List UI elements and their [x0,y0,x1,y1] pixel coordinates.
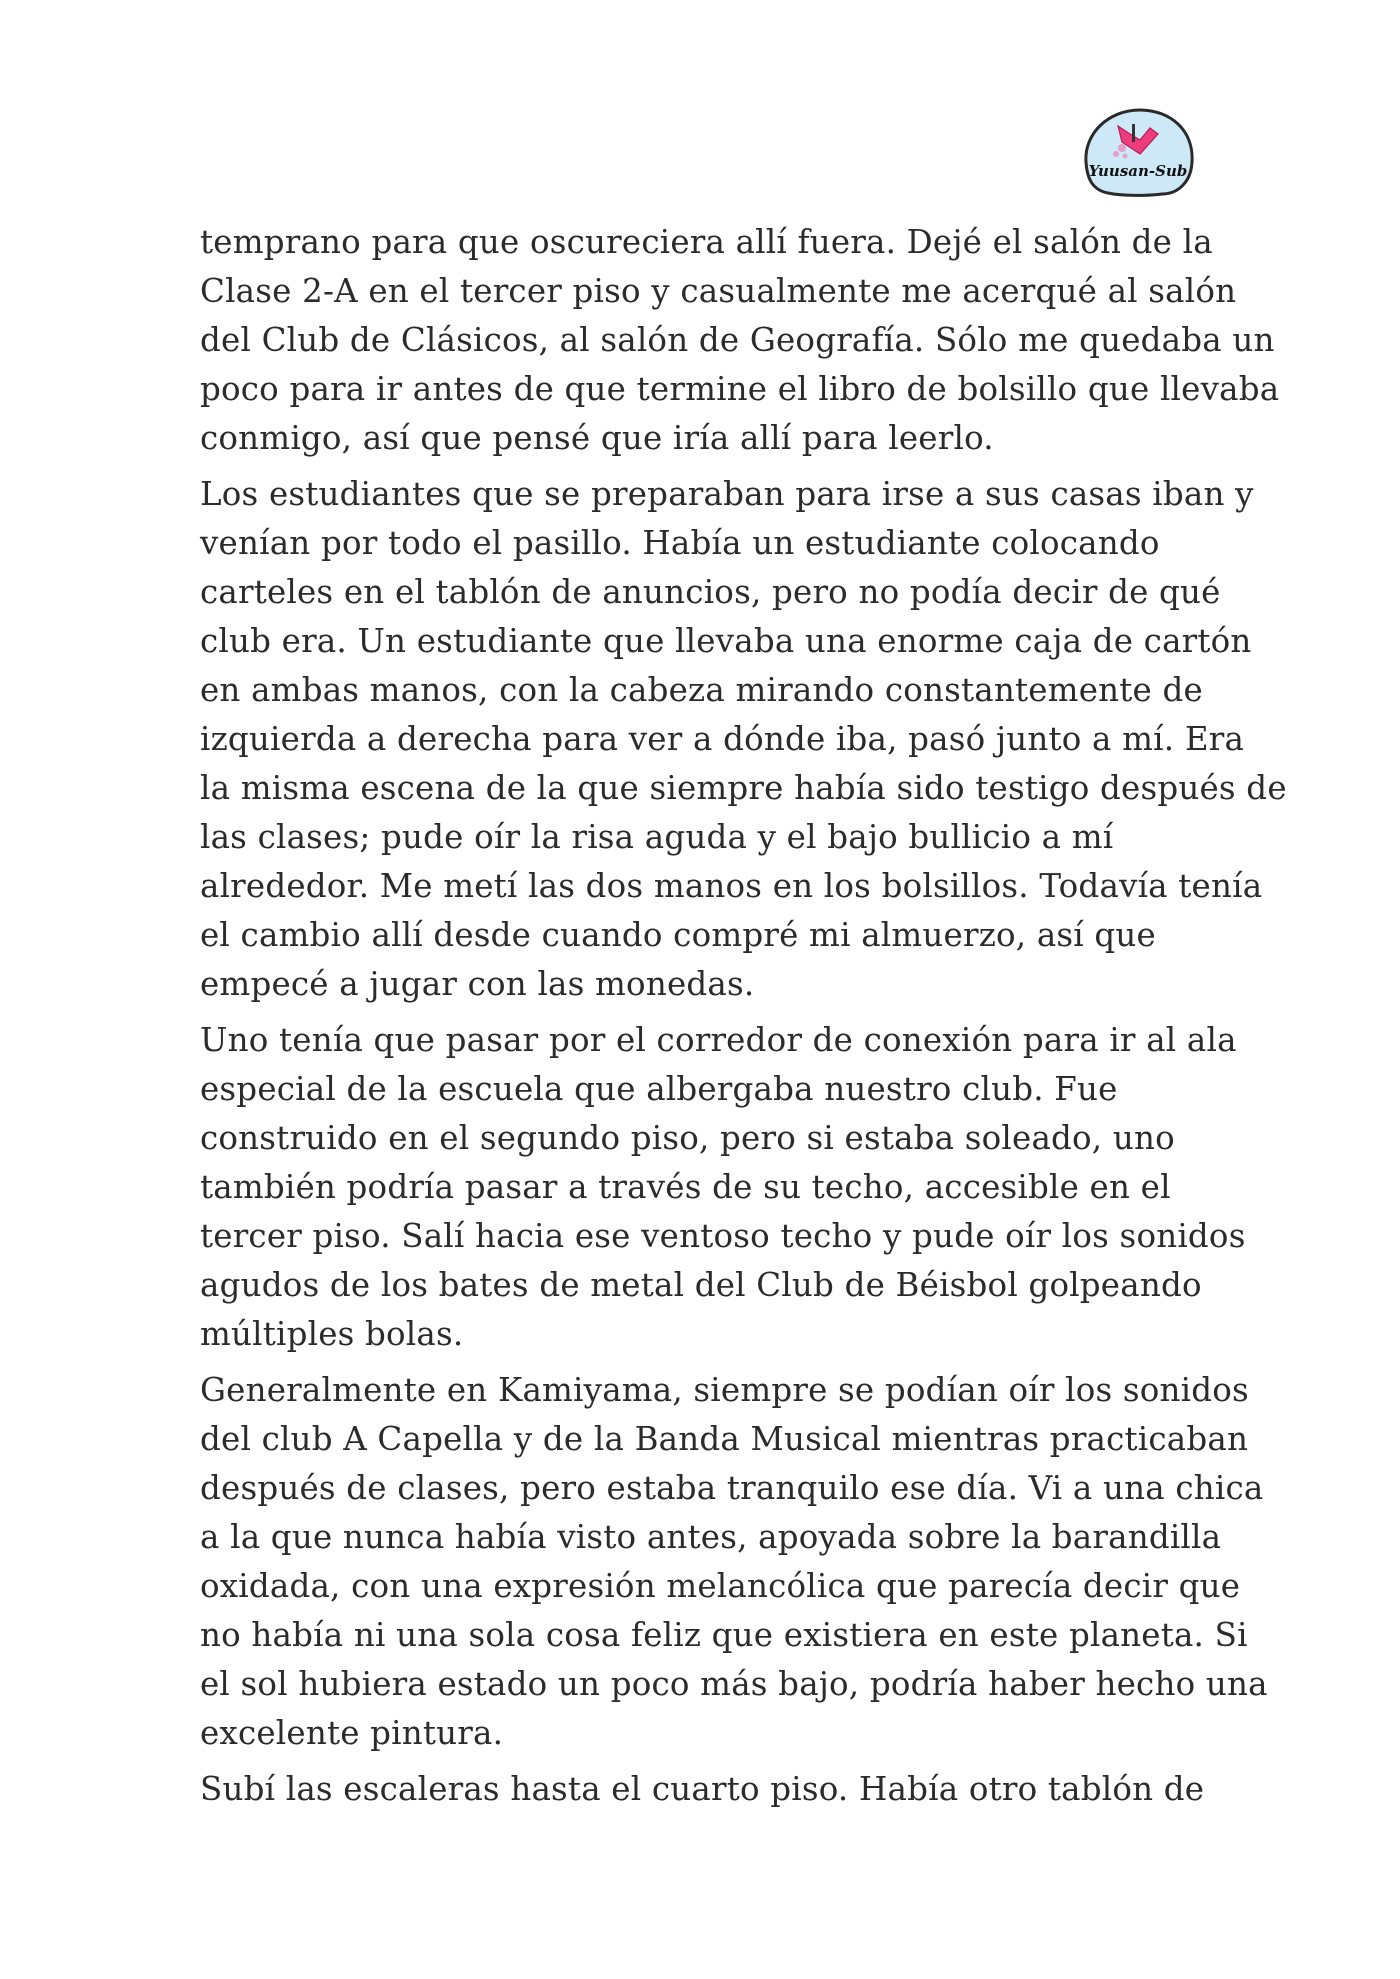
text-line: Generalmente en Kamiyama, siempre se podían oír los sonidos [200,1371,1249,1409]
text-line: carteles en el tablón de anuncios, pero no podía decir de qué [200,573,1221,611]
text-line: alrededor. Me metí las dos manos en los bolsillos. Todavía tenía [200,867,1263,905]
text-line: conmigo, así que pensé que iría allí para leerlo. [200,419,994,457]
paragraph [200,1016,1246,1359]
text-line: en ambas manos, con la cabeza mirando constantemente de [200,671,1203,709]
text-line: múltiples bolas. [200,1315,464,1353]
text-line: temprano para que oscureciera allí fuera. Dejé el salón de la [200,223,1213,261]
text-line: Uno tenía que pasar por el corredor de conexión para ir al ala [200,1021,1237,1059]
text-line: las clases; pude oír la risa aguda y el bajo bullicio a mí [200,818,1114,856]
text-line: Los estudiantes que se preparaban para irse a sus casas iban y [200,475,1254,513]
logo-text: Yuusan-Sub [1088,162,1188,180]
text-line: del club A Capella y de la Banda Musical mientras practicaban [200,1420,1249,1458]
paragraph [200,1765,1205,1814]
text-line: construido en el segundo piso, pero si estaba soleado, uno [200,1119,1175,1157]
text-line: después de clases, pero estaba tranquilo ese día. Vi a una chica [200,1469,1264,1507]
paragraph [200,470,1287,1009]
text-line: oxidada, con una expresión melancólica que parecía decir que [200,1567,1241,1605]
text-line: el sol hubiera estado un poco más bajo, podría haber hecho una [200,1665,1268,1703]
text-line: a la que nunca había visto antes, apoyada sobre la barandilla [200,1518,1222,1556]
text-line: excelente pintura. [200,1714,504,1752]
text-line: venían por todo el pasillo. Había un estudiante colocando [200,524,1160,562]
text-line: del Club de Clásicos, al salón de Geografía. Sólo me quedaba un [200,321,1275,359]
text-line: tercer piso. Salí hacia ese ventoso techo y pude oír los sonidos [200,1217,1246,1255]
yuusan-sub-logo [1078,104,1198,200]
text-line: también podría pasar a través de su techo, accesible en el [200,1168,1171,1206]
text-line: especial de la escuela que albergaba nuestro club. Fue [200,1070,1118,1108]
text-line: el cambio allí desde cuando compré mi almuerzo, así que [200,916,1156,954]
text-line: agudos de los bates de metal del Club de Béisbol golpeando [200,1266,1202,1304]
text-line: empecé a jugar con las monedas. [200,965,755,1003]
text-line: Subí las escaleras hasta el cuarto piso. Había otro tablón de [200,1770,1205,1808]
text-line: poco para ir antes de que termine el libro de bolsillo que llevaba [200,370,1280,408]
paragraph [200,218,1280,463]
text-line: club era. Un estudiante que llevaba una enorme caja de cartón [200,622,1252,660]
text-line: no había ni una sola cosa feliz que existiera en este planeta. Si [200,1616,1248,1654]
paragraph [200,1366,1268,1758]
body-text [200,218,1287,1821]
text-line: la misma escena de la que siempre había sido testigo después de [200,769,1287,807]
text-line: izquierda a derecha para ver a dónde iba, pasó junto a mí. Era [200,720,1245,758]
text-line: Clase 2-A en el tercer piso y casualmente me acerqué al salón [200,272,1237,310]
